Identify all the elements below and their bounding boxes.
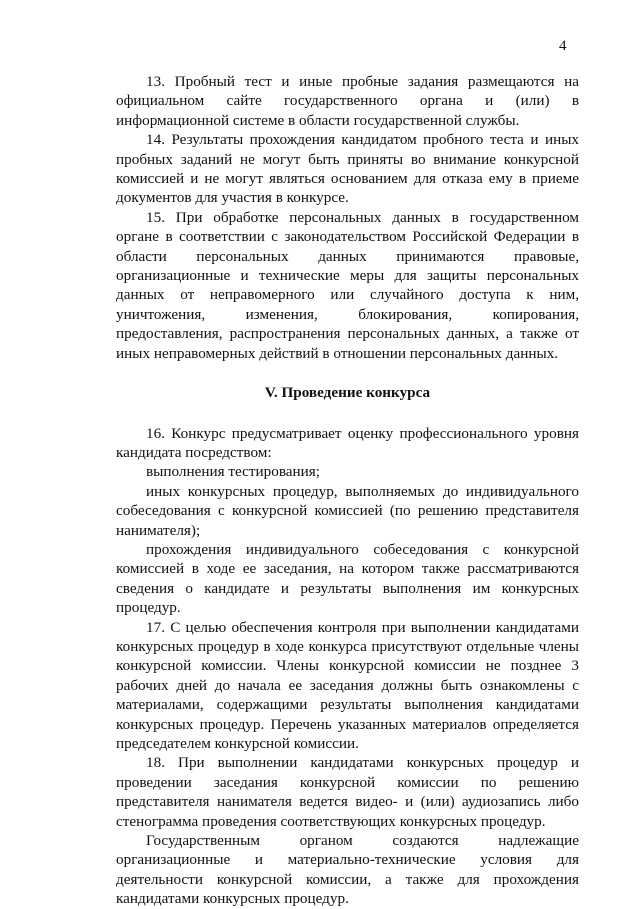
paragraph-15: 15. При обработке персональных данных в государственном органе в соответствии с законодательством Российской Федерации в области персональных данных принимаются правовые, организационные и технические меры для защиты персональных данных от неправомерного или случайного доступа к ним, уничтожения, изменения, блокирования, копирования, предоставления, распространения персональных данных, а также от иных неправомерных действий в отношении персональных данных. (116, 208, 579, 362)
paragraph-16-item-2: иных конкурсных процедур, выполняемых до индивидуального собеседования с конкурсной комиссией (по решению представителя нанимателя); (116, 482, 579, 539)
paragraph-14: 14. Результаты прохождения кандидатом пробного теста и иных пробных заданий не могут быть приняты во внимание конкурсной комиссией и не могут являться основанием для отказа ему в приеме документов для участия в конкурсе. (116, 131, 579, 207)
paragraph-18: 18. При выполнении кандидатами конкурсных процедур и проведении заседания конкурсной комиссии по решению представителя нанимателя ведется видео- и (или) аудиозапись либо стенограмма проведения соответствующих конкурсных процедур. (116, 754, 579, 830)
paragraph-16-item-3: прохождения индивидуального собеседования с конкурсной комиссией в ходе ее заседания, на котором также рассматриваются сведения о кандидате и результаты выполнения им конкурсных процедур. (116, 540, 579, 617)
paragraph-17: 17. С целью обеспечения контроля при выполнении кандидатами конкурсных процедур в ходе конкурса присутствуют отдельные члены конкурсной комиссии. Члены конкурсной комиссии не позднее 3 рабочих дней до начала ее заседания должны быть ознакомлены с материалами, содержащими результаты выполнения кандидатами конкурсных процедур. Перечень указанных материалов определяется председателем конкурсной комиссии. (116, 618, 579, 752)
paragraph-16: 16. Конкурс предусматривает оценку профессионального уровня кандидата посредством: (116, 424, 579, 461)
page-number: 4 (559, 38, 567, 54)
section-heading: V. Проведение конкурса (264, 384, 431, 402)
paragraph-16-item-1: выполнения тестирования; (146, 463, 321, 481)
document-body (116, 72, 579, 909)
paragraph-13: 13. Пробный тест и иные пробные задания размещаются на официальном сайте государственного органа и (или) в информационной системе в области государственной службы. (116, 73, 579, 129)
paragraph-18-continuation: Государственным органом создаются надлежащие организационные и материально-технические условия для деятельности конкурсной комиссии, а также для прохождения кандидатами конкурсных процедур. (116, 832, 579, 908)
